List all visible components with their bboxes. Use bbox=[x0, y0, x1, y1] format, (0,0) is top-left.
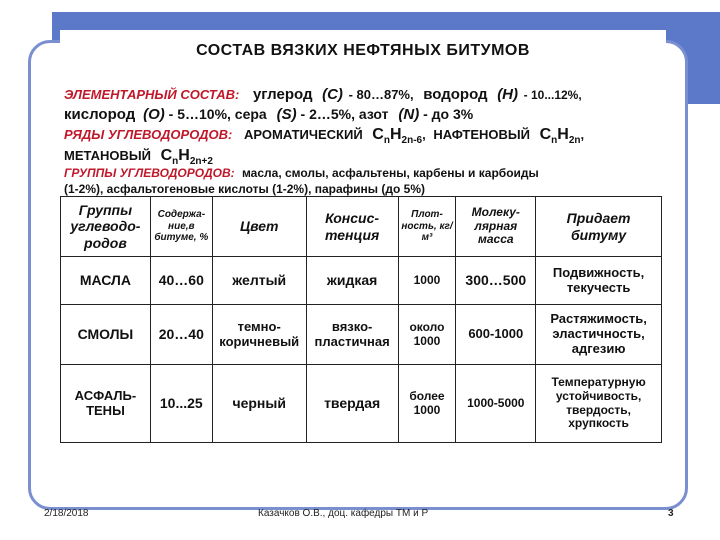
cell-molecular-mass: 300…500 bbox=[456, 257, 536, 305]
naphthenic-formula: $C_nH_{2n}$ bbox=[539, 126, 581, 147]
carbon-value: - 80…87%, bbox=[348, 87, 414, 102]
cell-group: АСФАЛЬ-ТЕНЫ bbox=[61, 365, 151, 443]
cell-molecular-mass: 600-1000 bbox=[456, 305, 536, 365]
elemental-line-1 bbox=[64, 86, 582, 103]
groups-line-1 bbox=[64, 166, 539, 180]
rows-label: РЯДЫ УГЛЕВОДОРОДОВ: bbox=[64, 127, 233, 142]
elemental-line-2 bbox=[64, 106, 473, 123]
table-row bbox=[61, 365, 662, 443]
nitrogen-symbol: (N) bbox=[398, 106, 420, 123]
cell-consistency: вязко-пластичная bbox=[306, 305, 398, 365]
header-content: Содержа-ние,в битуме, % bbox=[150, 197, 212, 257]
composition-table bbox=[60, 196, 662, 443]
footer-date: 2/18/2018 bbox=[44, 508, 89, 519]
header-molecular-mass: Молеку-лярная масса bbox=[456, 197, 536, 257]
oxygen-symbol: (О) bbox=[143, 106, 165, 123]
cell-consistency: жидкая bbox=[306, 257, 398, 305]
cell-color: темно-коричневый bbox=[212, 305, 306, 365]
methane-line bbox=[64, 147, 213, 167]
cell-content: 20…40 bbox=[150, 305, 212, 365]
groups-line-2: (1-2%), асфальтогеновые кислоты (1-2%), парафины (до 5%) bbox=[64, 182, 426, 196]
footer-page-number: 3 bbox=[668, 508, 674, 519]
cell-density: 1000 bbox=[398, 257, 456, 305]
groups-list: масла, смолы, асфальтены, карбены и карбоиды bbox=[241, 166, 539, 180]
header-gives-bitumen: Придает битуму bbox=[536, 197, 662, 257]
cell-property: Температурную устойчивость, твердость, хрупкость bbox=[536, 365, 662, 443]
hydrogen-symbol: (Н) bbox=[497, 86, 519, 103]
aromatic-label: АРОМАТИЧЕСКИЙ bbox=[244, 127, 363, 142]
cell-group: СМОЛЫ bbox=[61, 305, 151, 365]
methane-formula: $C_nH_{2n+2}$ bbox=[160, 147, 213, 168]
cell-color: черный bbox=[212, 365, 306, 443]
carbon-symbol: (С) bbox=[322, 86, 343, 103]
hydrocarbon-rows-line: РЯДЫ УГЛЕВОДОРОДОВ: АРОМАТИЧЕСКИЙ $C_nH_{2n-6}$, НАФТЕНОВЫЙ $C_nH_{2n}$, bbox=[64, 126, 585, 147]
cell-property: Растяжимость, эластичность, адгезию bbox=[536, 305, 662, 365]
cell-color: желтый bbox=[212, 257, 306, 305]
cell-group: МАСЛА bbox=[61, 257, 151, 305]
elemental-label: ЭЛЕМЕНТАРНЫЙ СОСТАВ: bbox=[64, 87, 240, 102]
header-consistency: Консис-тенция bbox=[306, 197, 398, 257]
slide-content bbox=[60, 30, 666, 450]
methane-label: МЕТАНОВЫЙ bbox=[64, 148, 151, 163]
cell-consistency: твердая bbox=[306, 365, 398, 443]
table-row bbox=[61, 305, 662, 365]
slide-title: СОСТАВ ВЯЗКИХ НЕФТЯНЫХ БИТУМОВ bbox=[196, 42, 530, 59]
carbon-word: углерод bbox=[252, 86, 313, 103]
sulfur-symbol: (S) bbox=[276, 106, 297, 123]
cell-content: 40…60 bbox=[150, 257, 212, 305]
table-header-row bbox=[61, 197, 662, 257]
groups-label: ГРУППЫ УГЛЕВОДОРОДОВ: bbox=[64, 166, 235, 180]
header-groups: Группы углеводо-родов bbox=[61, 197, 151, 257]
header-color: Цвет bbox=[212, 197, 306, 257]
oxygen-word: кислород bbox=[64, 106, 136, 123]
footer-author: Казачков О.В., доц. кафедры ТМ и Р bbox=[258, 508, 429, 519]
sulfur-nitrogen-text: - 2…5%, азот bbox=[300, 106, 389, 122]
hydrogen-word: водород bbox=[423, 86, 488, 103]
oxygen-sulfur-text: - 5…10%, сера bbox=[168, 106, 267, 122]
cell-property: Подвижность, текучесть bbox=[536, 257, 662, 305]
aromatic-formula: $C_nH_{2n-6}$ bbox=[372, 126, 423, 147]
cell-molecular-mass: 1000-5000 bbox=[456, 365, 536, 443]
hydrogen-value: - 10...12%, bbox=[523, 88, 582, 102]
cell-density: около 1000 bbox=[398, 305, 456, 365]
cell-content: 10...25 bbox=[150, 365, 212, 443]
naphthenic-label: НАФТЕНОВЫЙ bbox=[433, 127, 530, 142]
table-row bbox=[61, 257, 662, 305]
header-density: Плот-ность, кг/м³ bbox=[398, 197, 456, 257]
nitrogen-value: - до 3% bbox=[423, 106, 474, 122]
cell-density: более 1000 bbox=[398, 365, 456, 443]
